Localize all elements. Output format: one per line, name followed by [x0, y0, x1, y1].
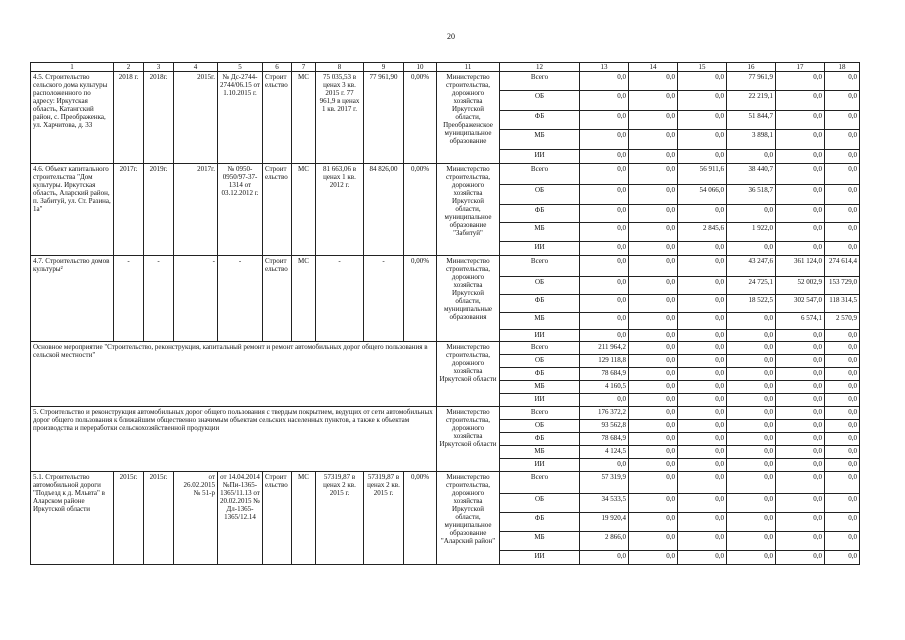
- funding-row: [31, 164, 860, 185]
- object-attribute: 2019г.: [144, 164, 174, 256]
- column-number: 3: [144, 63, 174, 72]
- amount-cell: 0,0: [678, 150, 727, 164]
- object-attribute: 2015г.: [174, 72, 218, 164]
- amount-cell: 0,0: [580, 205, 629, 223]
- object-attribute: 57319,87 в ценах 2 кв. 2015 г.: [364, 472, 404, 565]
- amount-cell: 4 160,5: [580, 381, 629, 394]
- object-attribute: МС: [292, 164, 316, 256]
- amount-cell: 0,0: [825, 185, 860, 205]
- amount-cell: 0,0: [678, 242, 727, 256]
- funding-source: МБ: [500, 313, 580, 330]
- amount-cell: 0,0: [678, 72, 727, 91]
- amount-cell: 18 522,5: [727, 295, 776, 313]
- amount-cell: 0,0: [825, 420, 860, 433]
- funding-row: [31, 342, 860, 355]
- funding-source: Всего: [500, 164, 580, 185]
- amount-cell: 0,0: [678, 330, 727, 342]
- amount-cell: 0,0: [678, 472, 727, 494]
- column-number: 4: [174, 63, 218, 72]
- object-attribute: 75 035,53 в ценах 3 кв. 2015 г. 77 961,9 в ценах 1 кв. 2017 г.: [316, 72, 364, 164]
- amount-cell: 0,0: [678, 433, 727, 446]
- amount-cell: 0,0: [825, 394, 860, 407]
- amount-cell: 0,0: [727, 472, 776, 494]
- column-number: 11: [437, 63, 500, 72]
- amount-cell: 274 614,4: [825, 256, 860, 277]
- amount-cell: 211 964,2: [580, 342, 629, 355]
- object-attribute: 0,00%: [404, 256, 437, 342]
- amount-cell: 0,0: [727, 551, 776, 565]
- amount-cell: 0,0: [825, 433, 860, 446]
- amount-cell: 0,0: [678, 130, 727, 150]
- amount-cell: 0,0: [580, 150, 629, 164]
- column-number: 7: [292, 63, 316, 72]
- object-attribute: МС: [292, 256, 316, 342]
- amount-cell: 0,0: [776, 394, 825, 407]
- column-number: 15: [678, 63, 727, 72]
- amount-cell: 0,0: [580, 164, 629, 185]
- object-attribute: Строительство: [263, 72, 292, 164]
- amount-cell: 0,0: [776, 368, 825, 381]
- amount-cell: 0,0: [678, 407, 727, 420]
- object-attribute: 2015г.: [144, 472, 174, 565]
- object-attribute: 0,00%: [404, 164, 437, 256]
- amount-cell: 0,0: [727, 150, 776, 164]
- amount-cell: 0,0: [629, 130, 678, 150]
- amount-cell: 0,0: [776, 111, 825, 130]
- funding-source: ФБ: [500, 433, 580, 446]
- funding-row: [31, 407, 860, 420]
- amount-cell: 0,0: [678, 91, 727, 111]
- amount-cell: 52 002,9: [776, 277, 825, 295]
- funding-source: Всего: [500, 407, 580, 420]
- amount-cell: 0,0: [776, 420, 825, 433]
- funding-source: ОБ: [500, 420, 580, 433]
- amount-cell: 0,0: [776, 91, 825, 111]
- amount-cell: 22 219,1: [727, 91, 776, 111]
- amount-cell: 0,0: [825, 242, 860, 256]
- funding-source: ИИ: [500, 330, 580, 342]
- amount-cell: 0,0: [727, 459, 776, 472]
- object-attribute: -: [144, 256, 174, 342]
- object-attribute: МС: [292, 72, 316, 164]
- amount-cell: 0,0: [776, 532, 825, 551]
- object-attribute: Строительство: [263, 164, 292, 256]
- amount-cell: 0,0: [776, 242, 825, 256]
- object-attribute: 0,00%: [404, 72, 437, 164]
- object-attribute: 2018г.: [144, 72, 174, 164]
- object-attribute: 81 663,06 в ценах 1 кв. 2012 г.: [316, 164, 364, 256]
- amount-cell: 0,0: [580, 459, 629, 472]
- funding-source: МБ: [500, 130, 580, 150]
- amount-cell: 0,0: [776, 130, 825, 150]
- column-number: 9: [364, 63, 404, 72]
- amount-cell: 0,0: [629, 368, 678, 381]
- column-number: 18: [825, 63, 860, 72]
- amount-cell: 0,0: [825, 381, 860, 394]
- funding-source: ФБ: [500, 205, 580, 223]
- amount-cell: 0,0: [825, 111, 860, 130]
- amount-cell: 24 725,1: [727, 277, 776, 295]
- column-number: 1: [31, 63, 114, 72]
- funding-source: ИИ: [500, 394, 580, 407]
- column-number: 8: [316, 63, 364, 72]
- amount-cell: 51 844,7: [727, 111, 776, 130]
- amount-cell: 0,0: [629, 513, 678, 532]
- amount-cell: 43 247,6: [727, 256, 776, 277]
- amount-cell: 0,0: [629, 407, 678, 420]
- amount-cell: 0,0: [629, 256, 678, 277]
- column-number: 17: [776, 63, 825, 72]
- funding-source: ФБ: [500, 111, 580, 130]
- amount-cell: 0,0: [629, 242, 678, 256]
- funding-row: [31, 72, 860, 91]
- amount-cell: 0,0: [825, 551, 860, 565]
- amount-cell: 0,0: [776, 459, 825, 472]
- amount-cell: 0,0: [629, 330, 678, 342]
- column-number: 5: [218, 63, 263, 72]
- amount-cell: 0,0: [580, 111, 629, 130]
- funding-row: [31, 472, 860, 494]
- amount-cell: 0,0: [629, 394, 678, 407]
- funding-source: Всего: [500, 472, 580, 494]
- object-attribute: 2017г.: [174, 164, 218, 256]
- amount-cell: 0,0: [776, 433, 825, 446]
- object-attribute: 84 826,00: [364, 164, 404, 256]
- amount-cell: 78 684,9: [580, 368, 629, 381]
- amount-cell: 4 124,5: [580, 446, 629, 459]
- amount-cell: 0,0: [727, 205, 776, 223]
- funding-source: МБ: [500, 532, 580, 551]
- amount-cell: 0,0: [629, 277, 678, 295]
- amount-cell: 0,0: [825, 532, 860, 551]
- executor: Министерство строительства, дорожного хозяйства Иркутской области, муниципальные образования: [437, 256, 500, 342]
- amount-cell: 0,0: [776, 513, 825, 532]
- amount-cell: 0,0: [727, 407, 776, 420]
- object-attribute: -: [364, 256, 404, 342]
- amount-cell: 0,0: [727, 242, 776, 256]
- amount-cell: 0,0: [825, 342, 860, 355]
- object-attribute: № 0950-0950/97-37-1314 от 03.12.2012 г.: [218, 164, 263, 256]
- object-attribute: -: [218, 256, 263, 342]
- amount-cell: 19 920,4: [580, 513, 629, 532]
- amount-cell: 0,0: [678, 446, 727, 459]
- amount-cell: 0,0: [580, 394, 629, 407]
- amount-cell: 0,0: [727, 313, 776, 330]
- amount-cell: 56 911,6: [678, 164, 727, 185]
- amount-cell: 153 729,0: [825, 277, 860, 295]
- amount-cell: 0,0: [678, 420, 727, 433]
- amount-cell: 0,0: [825, 205, 860, 223]
- funding-source: ОБ: [500, 185, 580, 205]
- executor: Министерство строительства, дорожного хозяйства Иркутской области: [437, 407, 500, 472]
- amount-cell: 0,0: [825, 130, 860, 150]
- object-attribute: 0,00%: [404, 472, 437, 565]
- amount-cell: 0,0: [776, 381, 825, 394]
- amount-cell: 0,0: [629, 420, 678, 433]
- amount-cell: 0,0: [580, 313, 629, 330]
- column-number: 14: [629, 63, 678, 72]
- amount-cell: 0,0: [727, 420, 776, 433]
- amount-cell: 0,0: [825, 494, 860, 513]
- amount-cell: 302 547,0: [776, 295, 825, 313]
- amount-cell: 0,0: [776, 72, 825, 91]
- amount-cell: 0,0: [629, 459, 678, 472]
- amount-cell: 6 574,1: [776, 313, 825, 330]
- object-attribute: 2015г.: [114, 472, 144, 565]
- object-attribute: 2018 г.: [114, 72, 144, 164]
- amount-cell: 0,0: [678, 513, 727, 532]
- amount-cell: 0,0: [629, 446, 678, 459]
- column-number: 6: [263, 63, 292, 72]
- amount-cell: 0,0: [629, 111, 678, 130]
- funding-source: ИИ: [500, 150, 580, 164]
- amount-cell: 2 866,0: [580, 532, 629, 551]
- object-attribute: Строительство: [263, 256, 292, 342]
- object-attribute: МС: [292, 472, 316, 565]
- amount-cell: 0,0: [776, 205, 825, 223]
- amount-cell: 0,0: [825, 150, 860, 164]
- amount-cell: 77 961,9: [727, 72, 776, 91]
- funding-source: МБ: [500, 381, 580, 394]
- amount-cell: 0,0: [727, 446, 776, 459]
- amount-cell: 36 518,7: [727, 185, 776, 205]
- measure-title: Основное мероприятие "Строительство, реконструкция, капитальный ремонт и ремонт автомобильных дорог общего пользования в сельской местности": [31, 342, 437, 407]
- object-attribute: 2017г.: [114, 164, 144, 256]
- amount-cell: 0,0: [825, 91, 860, 111]
- executor: Министерство строительства, дорожного хозяйства Иркутской области, Преображенское муниципальное образование: [437, 72, 500, 164]
- executor: Министерство строительства, дорожного хозяйства Иркутской области, муниципальное образование "Аларский район": [437, 472, 500, 565]
- amount-cell: 0,0: [629, 433, 678, 446]
- amount-cell: 0,0: [629, 342, 678, 355]
- object-attribute: 77 961,90: [364, 72, 404, 164]
- amount-cell: 0,0: [825, 472, 860, 494]
- amount-cell: 78 684,9: [580, 433, 629, 446]
- amount-cell: 0,0: [678, 277, 727, 295]
- amount-cell: 0,0: [580, 295, 629, 313]
- measure-title: 5. Строительство и реконструкция автомобильных дорог общего пользования с твердым покрытием, ведущих от сети автомобильных дорог общего пользования к ближайшим общественно значимым объектам сельских населенных пунктов, а также к объектам производства и переработки сельскохозяйственной продукции: [31, 407, 437, 472]
- amount-cell: 0,0: [678, 111, 727, 130]
- amount-cell: 0,0: [776, 150, 825, 164]
- amount-cell: 0,0: [678, 368, 727, 381]
- amount-cell: 2 845,6: [678, 223, 727, 242]
- amount-cell: 0,0: [580, 242, 629, 256]
- funding-source: ОБ: [500, 494, 580, 513]
- amount-cell: 176 372,2: [580, 407, 629, 420]
- object-attribute: -: [316, 256, 364, 342]
- funding-source: ФБ: [500, 295, 580, 313]
- page-number: 20: [447, 32, 455, 41]
- amount-cell: 0,0: [825, 368, 860, 381]
- object-name: 5.1. Строительство автомобильной дороги "Подъезд к д. Мльвта" в Аларском районе Иркутской области: [31, 472, 114, 565]
- amount-cell: 0,0: [678, 381, 727, 394]
- amount-cell: 0,0: [776, 494, 825, 513]
- amount-cell: 0,0: [629, 532, 678, 551]
- amount-cell: 0,0: [629, 313, 678, 330]
- amount-cell: 0,0: [825, 513, 860, 532]
- object-attribute: от 14.04.2014 №Пи-1365-1365/11.13 от 20.02.2015 № Дл-1365-1365/12.14: [218, 472, 263, 565]
- amount-cell: 0,0: [678, 494, 727, 513]
- amount-cell: 0,0: [629, 551, 678, 565]
- executor: Министерство строительства, дорожного хозяйства Иркутской области, муниципальное образование "Забитуй": [437, 164, 500, 256]
- amount-cell: 0,0: [580, 130, 629, 150]
- funding-source: Всего: [500, 256, 580, 277]
- amount-cell: 0,0: [727, 433, 776, 446]
- object-attribute: 57319,87 в ценах 2 кв. 2015 г.: [316, 472, 364, 565]
- amount-cell: 0,0: [776, 472, 825, 494]
- funding-source: ИИ: [500, 459, 580, 472]
- amount-cell: 34 533,5: [580, 494, 629, 513]
- object-attribute: -: [174, 256, 218, 342]
- object-name: 4.6. Объект капитального строительства "Дом культуры. Иркутская область, Аларский район, п. Забитуй, ул. Ст. Разина, 1а": [31, 164, 114, 256]
- amount-cell: 0,0: [580, 91, 629, 111]
- amount-cell: 0,0: [727, 355, 776, 368]
- amount-cell: 0,0: [776, 355, 825, 368]
- amount-cell: 0,0: [580, 330, 629, 342]
- amount-cell: 0,0: [727, 330, 776, 342]
- amount-cell: 54 066,0: [678, 185, 727, 205]
- funding-source: ИИ: [500, 551, 580, 565]
- amount-cell: 0,0: [727, 494, 776, 513]
- object-attribute: -: [114, 256, 144, 342]
- amount-cell: 0,0: [580, 185, 629, 205]
- amount-cell: 0,0: [678, 295, 727, 313]
- column-number: 2: [114, 63, 144, 72]
- funding-source: ОБ: [500, 277, 580, 295]
- amount-cell: 57 319,9: [580, 472, 629, 494]
- amount-cell: 0,0: [580, 72, 629, 91]
- amount-cell: 0,0: [727, 394, 776, 407]
- object-attribute: от 26.02.2015 № 51-р: [174, 472, 218, 565]
- column-number: 13: [580, 63, 629, 72]
- amount-cell: 38 440,7: [727, 164, 776, 185]
- amount-cell: 0,0: [629, 91, 678, 111]
- funding-source: ИИ: [500, 242, 580, 256]
- column-number: 16: [727, 63, 776, 72]
- amount-cell: 0,0: [776, 185, 825, 205]
- amount-cell: 0,0: [727, 381, 776, 394]
- amount-cell: 0,0: [629, 295, 678, 313]
- amount-cell: 0,0: [727, 368, 776, 381]
- amount-cell: 0,0: [629, 205, 678, 223]
- amount-cell: 129 118,8: [580, 355, 629, 368]
- funding-source: МБ: [500, 446, 580, 459]
- amount-cell: 0,0: [776, 551, 825, 565]
- amount-cell: 2 570,9: [825, 313, 860, 330]
- amount-cell: 0,0: [678, 342, 727, 355]
- column-number: 12: [500, 63, 580, 72]
- amount-cell: 1 922,0: [727, 223, 776, 242]
- amount-cell: 0,0: [678, 256, 727, 277]
- amount-cell: 0,0: [727, 513, 776, 532]
- amount-cell: 0,0: [580, 277, 629, 295]
- amount-cell: 0,0: [776, 164, 825, 185]
- amount-cell: 0,0: [629, 472, 678, 494]
- amount-cell: 0,0: [727, 342, 776, 355]
- amount-cell: 0,0: [580, 551, 629, 565]
- amount-cell: 0,0: [825, 355, 860, 368]
- amount-cell: 0,0: [825, 459, 860, 472]
- amount-cell: 0,0: [776, 342, 825, 355]
- amount-cell: 0,0: [580, 223, 629, 242]
- funding-source: Всего: [500, 72, 580, 91]
- amount-cell: 3 898,1: [727, 130, 776, 150]
- amount-cell: 0,0: [825, 223, 860, 242]
- funding-source: ОБ: [500, 355, 580, 368]
- amount-cell: 0,0: [727, 532, 776, 551]
- funding-source: ОБ: [500, 91, 580, 111]
- header-row: [31, 63, 860, 72]
- funding-source: ФБ: [500, 368, 580, 381]
- amount-cell: 0,0: [678, 394, 727, 407]
- object-name: 4.5. Строительство сельского дома культуры расположенного по адресу: Иркутская область, Катангский район, с. Преображенка, ул. Харчитова, д. 33: [31, 72, 114, 164]
- amount-cell: 0,0: [629, 355, 678, 368]
- amount-cell: 0,0: [678, 205, 727, 223]
- amount-cell: 0,0: [825, 446, 860, 459]
- amount-cell: 0,0: [629, 164, 678, 185]
- amount-cell: 0,0: [678, 355, 727, 368]
- funding-source: ФБ: [500, 513, 580, 532]
- amount-cell: 0,0: [776, 330, 825, 342]
- amount-cell: 0,0: [825, 407, 860, 420]
- amount-cell: 0,0: [678, 532, 727, 551]
- executor: Министерство строительства, дорожного хозяйства Иркутской области: [437, 342, 500, 407]
- program-table: [30, 62, 860, 565]
- amount-cell: 93 562,8: [580, 420, 629, 433]
- object-attribute: Строительство: [263, 472, 292, 565]
- amount-cell: 0,0: [678, 459, 727, 472]
- amount-cell: 0,0: [580, 256, 629, 277]
- amount-cell: 0,0: [629, 223, 678, 242]
- amount-cell: 118 314,5: [825, 295, 860, 313]
- amount-cell: 0,0: [776, 407, 825, 420]
- column-number: 10: [404, 63, 437, 72]
- funding-source: Всего: [500, 342, 580, 355]
- amount-cell: 0,0: [825, 330, 860, 342]
- object-attribute: № Дс-2744-2744/06.15 от 1.10.2015 г.: [218, 72, 263, 164]
- amount-cell: 0,0: [629, 72, 678, 91]
- object-name: 4.7. Строительство домов культуры²: [31, 256, 114, 342]
- funding-row: [31, 256, 860, 277]
- amount-cell: 0,0: [776, 223, 825, 242]
- amount-cell: 0,0: [629, 185, 678, 205]
- amount-cell: 0,0: [629, 150, 678, 164]
- amount-cell: 0,0: [629, 381, 678, 394]
- amount-cell: 0,0: [825, 72, 860, 91]
- amount-cell: 0,0: [678, 313, 727, 330]
- funding-source: МБ: [500, 223, 580, 242]
- amount-cell: 0,0: [825, 164, 860, 185]
- amount-cell: 0,0: [678, 551, 727, 565]
- amount-cell: 0,0: [776, 446, 825, 459]
- amount-cell: 0,0: [629, 494, 678, 513]
- amount-cell: 361 124,0: [776, 256, 825, 277]
